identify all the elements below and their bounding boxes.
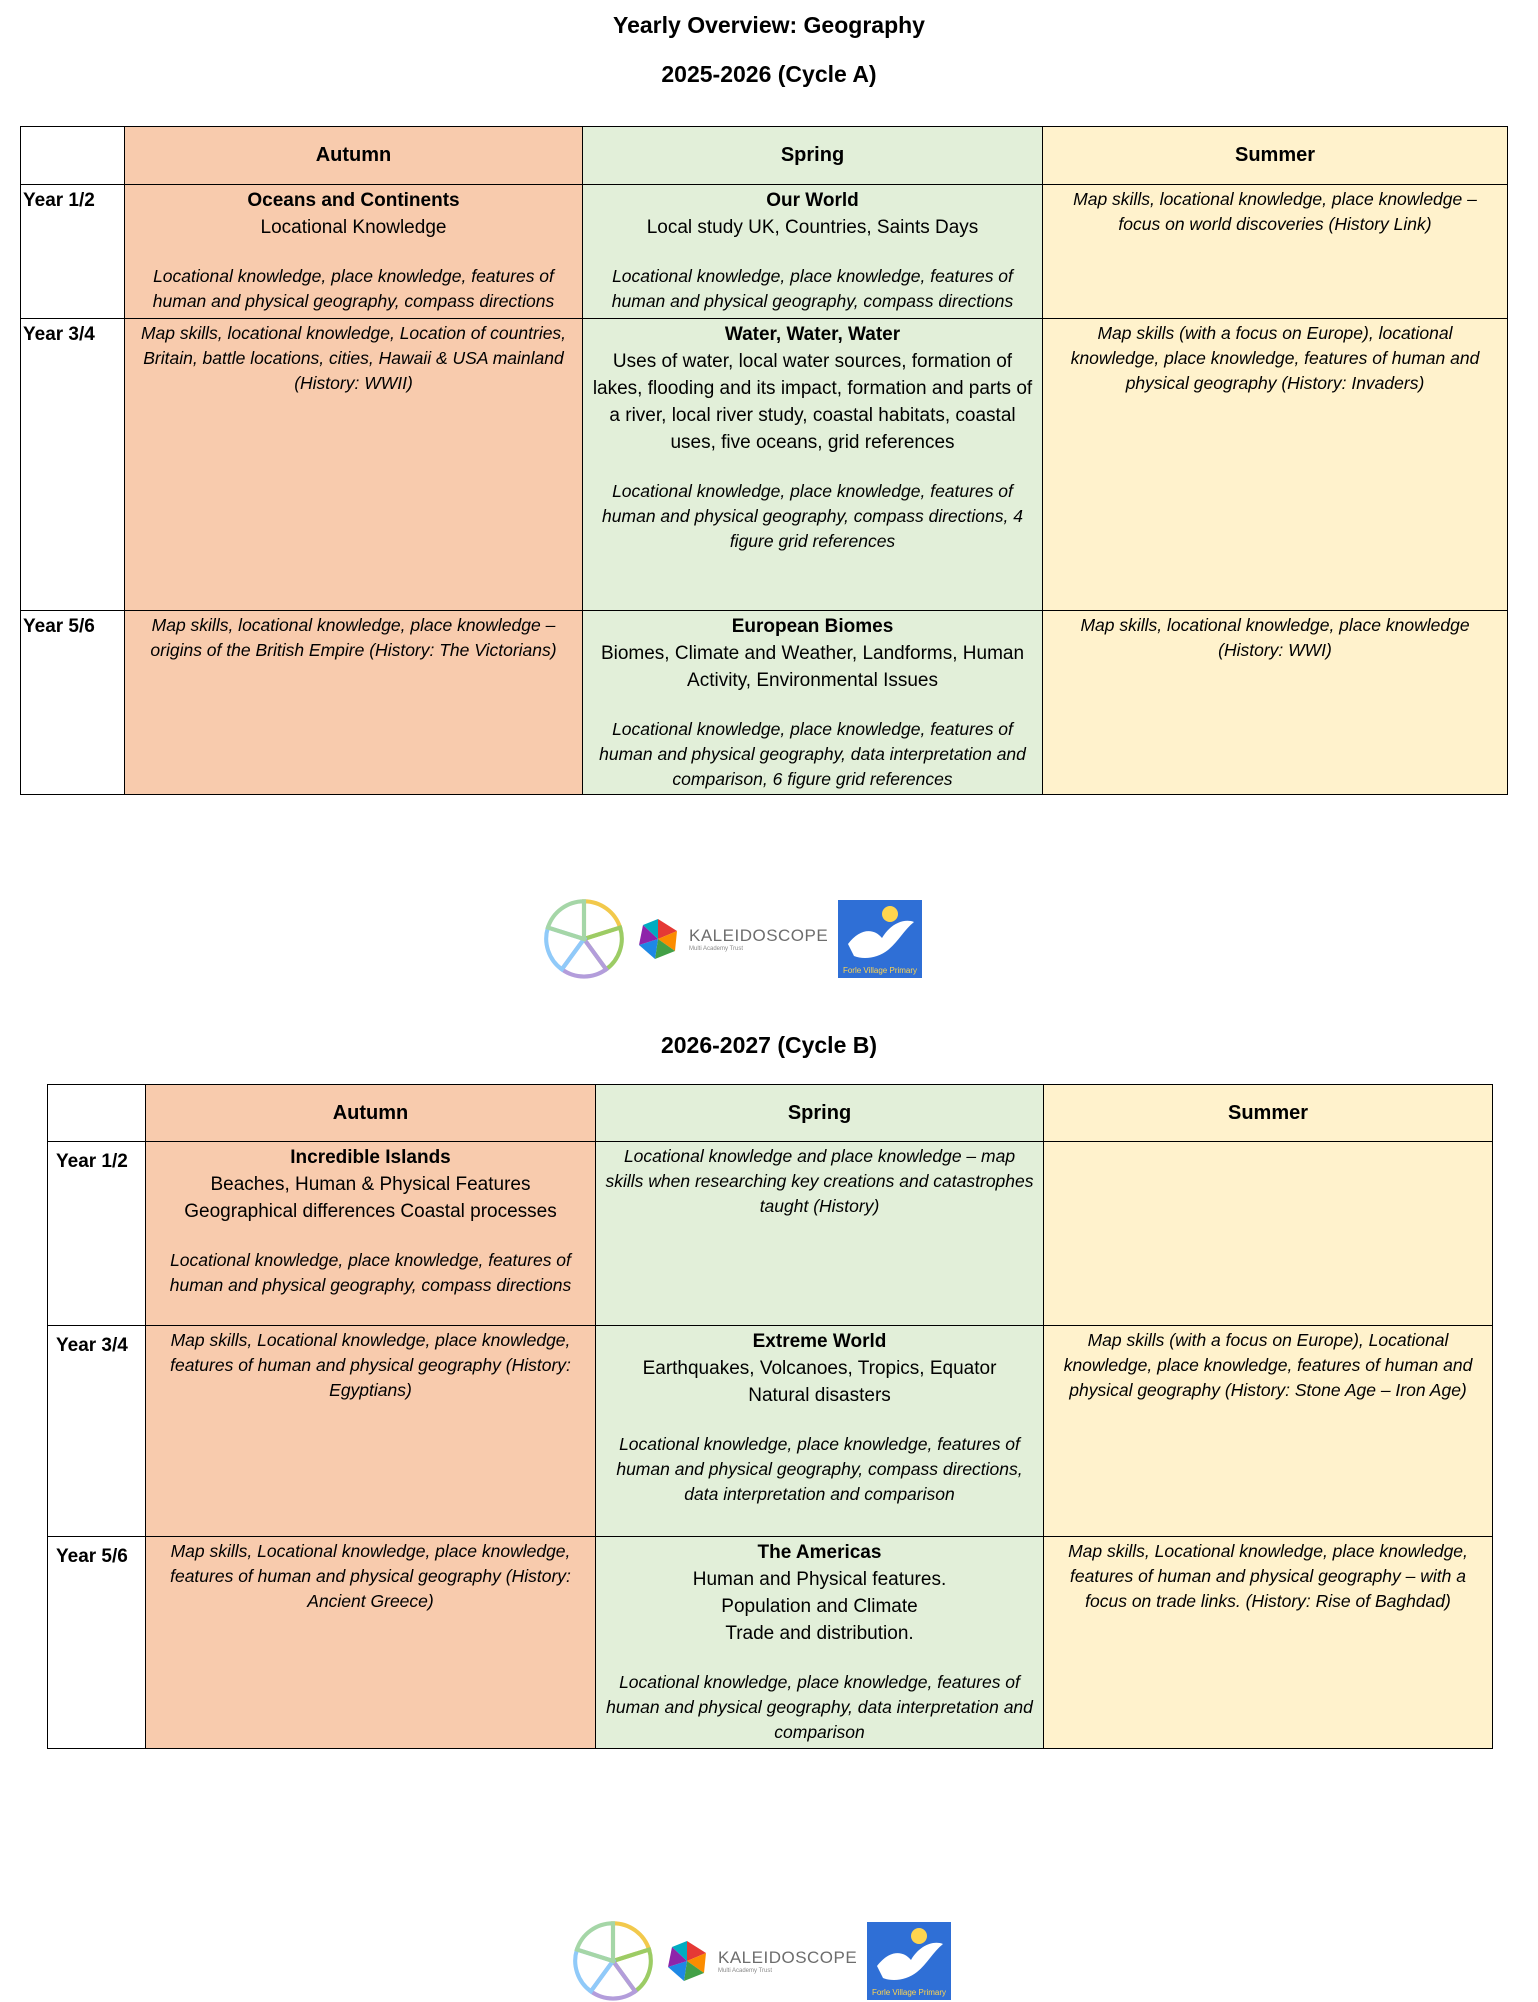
spring-cell [583, 185, 1043, 319]
school-dove-logo-icon [838, 900, 922, 978]
spring-cell [583, 611, 1043, 795]
autumn-cell [146, 1326, 596, 1537]
spring-cell [583, 319, 1043, 611]
topic-summary: Beaches, Human & Physical Features [210, 1174, 531, 1195]
autumn-cell [125, 185, 583, 319]
corner-cell [21, 127, 125, 185]
topic-title: European Biomes [731, 616, 894, 637]
topic-summary: Uses of water, local water sources, formation of lakes, flooding and its impact, formation and parts of a river, local river study, coastal habitats, coastal uses, five oceans, grid references [592, 351, 1033, 453]
year-label: Year 3/4 [48, 1326, 146, 1537]
summer-cell [1044, 1326, 1493, 1537]
skills-note: Map skills, Locational knowledge, place knowledge, features of human and physical geography – with a focus on trade links. (History: Rise of Baghdad) [1068, 1541, 1468, 1611]
header-autumn: Autumn [125, 127, 583, 185]
spring-cell [596, 1537, 1044, 1749]
topic-title: Extreme World [752, 1331, 887, 1352]
logos-strip [572, 1920, 951, 2002]
skills-note: Map skills, locational knowledge, place knowledge – origins of the British Empire (History: The Victorians) [150, 615, 557, 660]
skills-note: Map skills (with a focus on Europe), Locational knowledge, place knowledge, features of human and physical geography (History: Stone Age – Iron Age) [1063, 1330, 1473, 1400]
corner-cell [48, 1085, 146, 1142]
skills-note: Locational knowledge, place knowledge, features of human and physical geography, compass directions [152, 266, 555, 311]
year-label: Year 5/6 [21, 611, 125, 795]
header-summer: Summer [1044, 1085, 1493, 1142]
header-summer: Summer [1043, 127, 1508, 185]
topic-title: Water, Water, Water [724, 324, 901, 345]
year-label: Year 5/6 [48, 1537, 146, 1749]
school-name: Forle Village Primary [872, 1988, 947, 1997]
autumn-cell [125, 319, 583, 611]
skills-note: Map skills, locational knowledge, Location of countries, Britain, battle locations, cities, Hawaii & USA mainland (History: WWII) [140, 323, 567, 393]
topic-summary: Natural disasters [748, 1385, 891, 1406]
curriculum-wheel-icon [572, 1920, 654, 2002]
topic-summary: Locational Knowledge [260, 217, 447, 238]
skills-note: Locational knowledge, place knowledge, features of human and physical geography, data interpretation and comparison, 6 figure grid references [599, 719, 1026, 789]
skills-note: Locational knowledge, place knowledge, features of human and physical geography, compass directions [169, 1250, 572, 1295]
kaleidoscope-subtitle: Multi Academy Trust [718, 1968, 773, 1974]
topic-summary: Local study UK, Countries, Saints Days [646, 217, 979, 238]
summer-cell [1044, 1537, 1493, 1749]
kaleidoscope-name: KALEIDOSCOPE [689, 926, 829, 945]
skills-note: Map skills (with a focus on Europe), locational knowledge, place knowledge, features of human and physical geography (History: Invaders) [1070, 323, 1480, 393]
cycle-b-heading: 2026-2027 (Cycle B) [660, 1032, 878, 1058]
kaleidoscope-icon [664, 1939, 710, 1983]
header-autumn: Autumn [146, 1085, 596, 1142]
skills-note: Map skills, locational knowledge, place knowledge (History: WWI) [1080, 615, 1470, 660]
logos-strip [543, 898, 922, 980]
kaleidoscope-icon [635, 917, 681, 961]
summer-cell [1043, 611, 1508, 795]
header-spring: Spring [583, 127, 1043, 185]
topic-summary: Geographical differences Coastal processes [184, 1201, 557, 1222]
topic-title: Our World [766, 190, 859, 211]
topic-title: Incredible Islands [290, 1147, 451, 1168]
skills-note: Map skills, Locational knowledge, place knowledge, features of human and physical geography (History: Egyptians) [170, 1330, 571, 1400]
skills-note: Locational knowledge and place knowledge – map skills when researching key creations and catastrophes taught (History) [605, 1146, 1034, 1216]
skills-note: Locational knowledge, place knowledge, features of human and physical geography, compass directions, 4 figure grid references [602, 481, 1023, 551]
school-name: Forle Village Primary [843, 966, 918, 975]
year-label: Year 3/4 [21, 319, 125, 611]
topic-title: The Americas [757, 1542, 882, 1563]
summer-cell [1043, 185, 1508, 319]
header-spring: Spring [596, 1085, 1044, 1142]
summer-cell [1044, 1142, 1493, 1326]
topic-title: Oceans and Continents [247, 190, 460, 211]
topic-summary: Earthquakes, Volcanoes, Tropics, Equator [642, 1358, 997, 1379]
curriculum-wheel-icon [543, 898, 625, 980]
summer-cell [1043, 319, 1508, 611]
skills-note: Locational knowledge, place knowledge, features of human and physical geography, compass directions, data interpretation and comparison [616, 1434, 1023, 1504]
topic-summary: Population and Climate [721, 1596, 918, 1617]
skills-note: Locational knowledge, place knowledge, features of human and physical geography, compass directions [611, 266, 1014, 311]
skills-note: Locational knowledge, place knowledge, features of human and physical geography, data interpretation and comparison [606, 1672, 1033, 1742]
cycle-b-table [47, 1084, 1493, 1749]
skills-note: Map skills, Locational knowledge, place knowledge, features of human and physical geography (History: Ancient Greece) [170, 1541, 571, 1611]
kaleidoscope-logo [664, 1939, 857, 1983]
cycle-a-heading: 2025-2026 (Cycle A) [661, 61, 877, 87]
kaleidoscope-name: KALEIDOSCOPE [718, 1948, 858, 1967]
spring-cell [596, 1142, 1044, 1326]
topic-summary: Biomes, Climate and Weather, Landforms, Human Activity, Environmental Issues [600, 643, 1025, 691]
cycle-a-table [20, 126, 1508, 795]
spring-cell [596, 1326, 1044, 1537]
kaleidoscope-subtitle: Multi Academy Trust [689, 946, 744, 952]
year-label: Year 1/2 [21, 185, 125, 319]
skills-note: Map skills, locational knowledge, place knowledge – focus on world discoveries (History Link) [1073, 189, 1477, 234]
autumn-cell [146, 1142, 596, 1326]
topic-summary: Trade and distribution. [725, 1623, 914, 1644]
school-dove-logo-icon [867, 1922, 951, 2000]
autumn-cell [146, 1537, 596, 1749]
page-title: Yearly Overview: Geography [613, 12, 925, 38]
year-label: Year 1/2 [48, 1142, 146, 1326]
kaleidoscope-logo [635, 917, 828, 961]
topic-summary: Human and Physical features. [692, 1569, 947, 1590]
autumn-cell [125, 611, 583, 795]
